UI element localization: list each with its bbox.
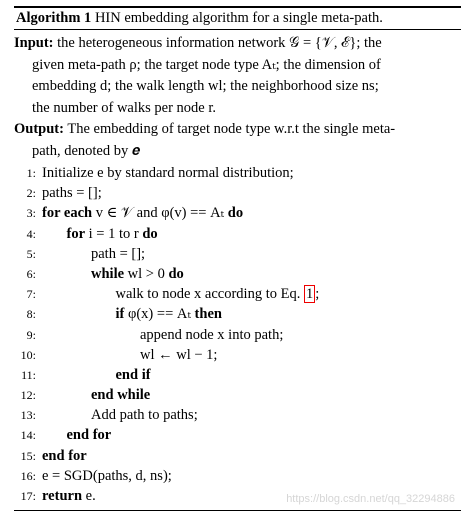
step-text: append node x into path; — [140, 326, 284, 343]
step-text: end if — [115, 366, 151, 383]
step-text: end for — [66, 427, 112, 444]
input-line-1: the heterogeneous information network 𝒢 = {𝒱, ℰ}; the — [57, 35, 382, 51]
output-section — [14, 119, 461, 162]
step-text: wl ← wl − 1; — [140, 346, 218, 363]
algorithm-step — [14, 183, 461, 203]
algorithm-step — [14, 405, 461, 425]
step-text: while wl > 0 do — [91, 265, 184, 282]
algorithm-steps — [14, 163, 461, 506]
step-number: 1: — [26, 166, 36, 180]
input-line-2: given meta-path ρ; the target node type Aₜ; the dimension of — [32, 56, 381, 73]
step-text: return e. — [42, 488, 96, 504]
algorithm-step — [14, 425, 461, 445]
algorithm-step — [14, 365, 461, 385]
bottom-rule — [14, 510, 461, 511]
step-number: 8: — [26, 307, 36, 322]
watermark: https://blog.csdn.net/qq_32294886 — [286, 493, 455, 505]
algorithm-step — [14, 325, 461, 345]
algorithm-block — [14, 6, 461, 511]
algorithm-step — [14, 345, 461, 365]
step-text: paths = []; — [42, 185, 102, 202]
algorithm-step — [14, 446, 461, 466]
step-text: Initialize e by standard normal distribution; — [42, 165, 294, 181]
step-number: 13: — [20, 408, 36, 423]
algorithm-caption — [14, 8, 461, 29]
input-line-3: embedding d; the walk length wl; the neighborhood size ns; — [32, 78, 379, 94]
caption-rule — [14, 29, 461, 30]
step-number: 4: — [26, 226, 36, 241]
step-number: 9: — [26, 327, 36, 342]
algorithm-step — [14, 284, 461, 304]
input-label: Input: — [14, 35, 54, 51]
step-number: 17: — [20, 489, 36, 503]
step-text: walk to node x according to Eq. 1 ; — [115, 286, 320, 303]
algorithm-step — [14, 304, 461, 324]
step-number: 11: — [21, 367, 36, 382]
step-number: 7: — [26, 287, 36, 302]
algorithm-step — [14, 385, 461, 405]
step-text: end for — [42, 447, 87, 464]
step-text: for i = 1 to r do — [66, 225, 158, 242]
step-text: end while — [91, 387, 151, 404]
input-line-4: the number of walks per node r. — [32, 99, 217, 116]
step-number: 3: — [26, 206, 36, 221]
algorithm-step — [14, 244, 461, 264]
output-label: Output: — [14, 121, 64, 137]
step-text: Add path to paths; — [91, 407, 198, 424]
step-number: 15: — [20, 448, 36, 463]
step-number: 16: — [20, 468, 36, 483]
step-text: if φ(x) == Aₜ then — [115, 306, 222, 323]
algorithm-title: HIN embedding algorithm for a single meta-path. — [94, 10, 383, 26]
step-number: 14: — [20, 428, 36, 443]
algorithm-step — [14, 203, 461, 223]
step-text: e = SGD(paths, d, ns); — [42, 467, 172, 484]
step-text: path = []; — [91, 245, 146, 262]
algorithm-number: Algorithm 1 — [16, 10, 92, 26]
input-section — [14, 33, 461, 119]
step-number: 12: — [20, 388, 36, 403]
step-text: for each v ∈ 𝒱 and φ(v) == Aₜ do — [42, 205, 244, 222]
output-line-2: path, denoted by 𝒆 — [32, 142, 141, 159]
step-number: 10: — [20, 347, 36, 362]
algorithm-step — [14, 224, 461, 244]
step-number: 5: — [26, 246, 36, 261]
step-number: 6: — [26, 266, 36, 281]
output-line-1: The embedding of target node type w.r.t the single meta- — [67, 121, 396, 137]
algorithm-step — [14, 264, 461, 284]
algorithm-step — [14, 163, 461, 183]
algorithm-step — [14, 466, 461, 486]
step-number: 2: — [26, 186, 36, 201]
